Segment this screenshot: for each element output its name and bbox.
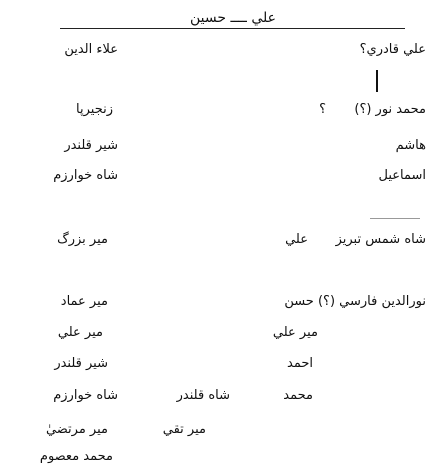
left-column-item: زنجيرپا bbox=[76, 102, 113, 117]
left-column-item: مير بزرگ bbox=[57, 232, 108, 247]
section-divider bbox=[370, 218, 420, 219]
right-column-item: محمد نور (؟) bbox=[354, 102, 426, 117]
left-column-item: شاه خوارزم bbox=[53, 168, 118, 183]
right-column-item: شاه شمس تبريز bbox=[335, 232, 426, 247]
header-rule bbox=[60, 28, 405, 29]
left-column-item: شير قلندر bbox=[54, 356, 108, 371]
right-column-item: علي قادري؟ bbox=[359, 42, 426, 57]
header-title: علي ــــ حسين bbox=[190, 10, 276, 26]
right-column-item: احمد bbox=[287, 356, 313, 371]
lineage-line bbox=[376, 70, 378, 92]
right-column-item: محمد bbox=[283, 388, 313, 403]
left-column-item: شير قلندر bbox=[64, 138, 118, 153]
right-column-item: هاشم bbox=[395, 138, 426, 153]
left-column-item: مير عماد bbox=[60, 294, 108, 309]
question-mark: ؟ bbox=[319, 102, 326, 117]
right-column-item: نورالدين فارسي (؟) حسن bbox=[284, 294, 426, 309]
middle-column-item: مير تقي bbox=[162, 422, 206, 437]
left-column-item: مير مرتضيٰ bbox=[45, 422, 108, 437]
right-column-item: اسماعيل bbox=[378, 168, 426, 183]
middle-column-item: علي bbox=[285, 232, 308, 247]
middle-column-item: شاه قلندر bbox=[176, 388, 230, 403]
left-column-item: محمد معصوم bbox=[39, 449, 113, 464]
right-column-item: مير علي bbox=[272, 325, 318, 340]
left-column-item: شاه خوارزم bbox=[53, 388, 118, 403]
left-column-item: علاء الدين bbox=[64, 42, 118, 57]
left-column-item: مير علي bbox=[57, 325, 103, 340]
